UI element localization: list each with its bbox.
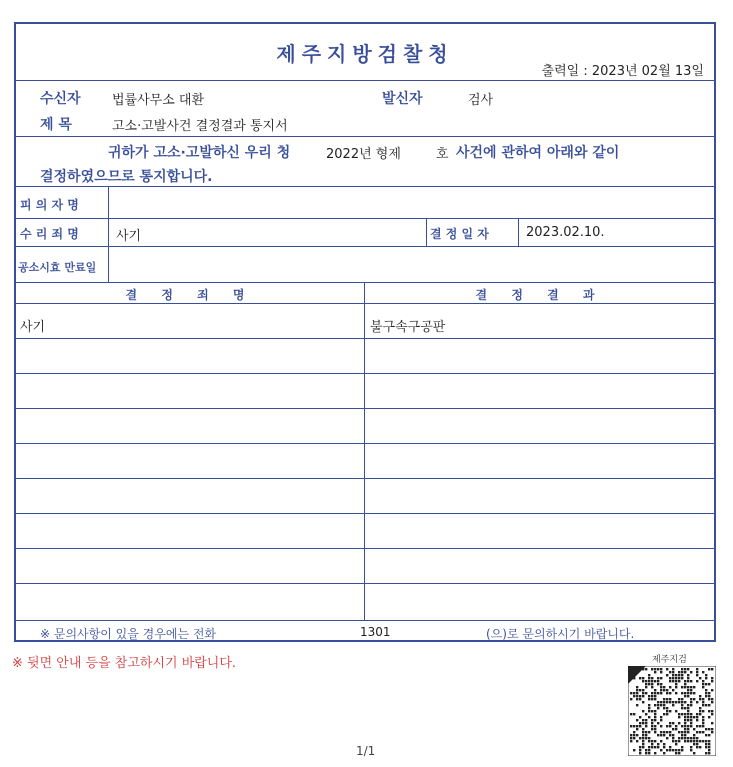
sender-label: 발신자 bbox=[382, 91, 423, 107]
charge-label: 수 리 죄 명 bbox=[20, 227, 79, 241]
notice-text-1: 귀하가 고소·고발하신 우리 청 bbox=[108, 145, 291, 161]
table-row-charge: 사기 bbox=[20, 320, 46, 335]
divider bbox=[518, 218, 519, 246]
decision-result-header: 결 정 결 과 bbox=[475, 288, 605, 302]
divider bbox=[108, 246, 109, 282]
divider bbox=[16, 282, 714, 283]
recipient-value: 법률사무소 대환 bbox=[112, 93, 205, 108]
divider bbox=[16, 303, 714, 304]
recipient-label: 수신자 bbox=[40, 91, 81, 107]
divider bbox=[108, 186, 109, 218]
print-date: 출력일 : 2023년 02월 13일 bbox=[541, 64, 704, 79]
decision-date-value: 2023.02.10. bbox=[526, 225, 605, 240]
charge-value: 사기 bbox=[116, 229, 142, 244]
table-row bbox=[16, 373, 714, 374]
contact-number: 1301 bbox=[360, 625, 391, 639]
divider bbox=[426, 218, 427, 246]
subject-value: 고소·고발사건 결정결과 통지서 bbox=[112, 119, 288, 134]
notice-text-3: 결정하였으므로 통지합니다. bbox=[40, 169, 213, 185]
qr-code-icon bbox=[628, 666, 716, 756]
office-title: 제주지방검찰청 bbox=[276, 42, 454, 66]
limitation-label: 공소시효 만료일 bbox=[18, 261, 97, 274]
notice-text-2: 사건에 관하여 아래와 같이 bbox=[456, 145, 620, 161]
table-row bbox=[16, 478, 714, 479]
suspect-label: 피 의 자 명 bbox=[20, 198, 79, 212]
decision-date-label: 결 정 일 자 bbox=[430, 227, 489, 241]
divider bbox=[16, 246, 714, 247]
stamp-label: 제주지검 bbox=[652, 655, 687, 665]
decision-charge-header: 결 정 죄 명 bbox=[125, 288, 255, 302]
table-row bbox=[16, 408, 714, 409]
case-suffix: 호 bbox=[436, 147, 449, 162]
divider bbox=[16, 80, 714, 81]
divider bbox=[16, 218, 714, 219]
divider bbox=[16, 620, 714, 621]
divider bbox=[16, 186, 714, 187]
table-row-result: 불구속구공판 bbox=[370, 320, 446, 335]
table-row bbox=[16, 583, 714, 584]
contact-prefix: ※ 문의사항이 있을 경우에는 전화 bbox=[40, 627, 217, 641]
divider bbox=[16, 136, 714, 137]
case-number: 2022년 형제 bbox=[326, 147, 401, 162]
divider bbox=[108, 218, 109, 246]
table-row bbox=[16, 548, 714, 549]
table-row bbox=[16, 443, 714, 444]
footer-note: ※ 뒷면 안내 등을 참고하시기 바랍니다. bbox=[12, 656, 237, 671]
notice-form bbox=[14, 22, 716, 642]
subject-label: 제 목 bbox=[40, 117, 72, 133]
table-row bbox=[16, 338, 714, 339]
table-row bbox=[16, 513, 714, 514]
sender-value: 검사 bbox=[468, 93, 494, 108]
contact-suffix: (으)로 문의하시기 바랍니다. bbox=[486, 627, 635, 641]
table-divider bbox=[364, 282, 365, 620]
page-number: 1/1 bbox=[356, 744, 376, 758]
